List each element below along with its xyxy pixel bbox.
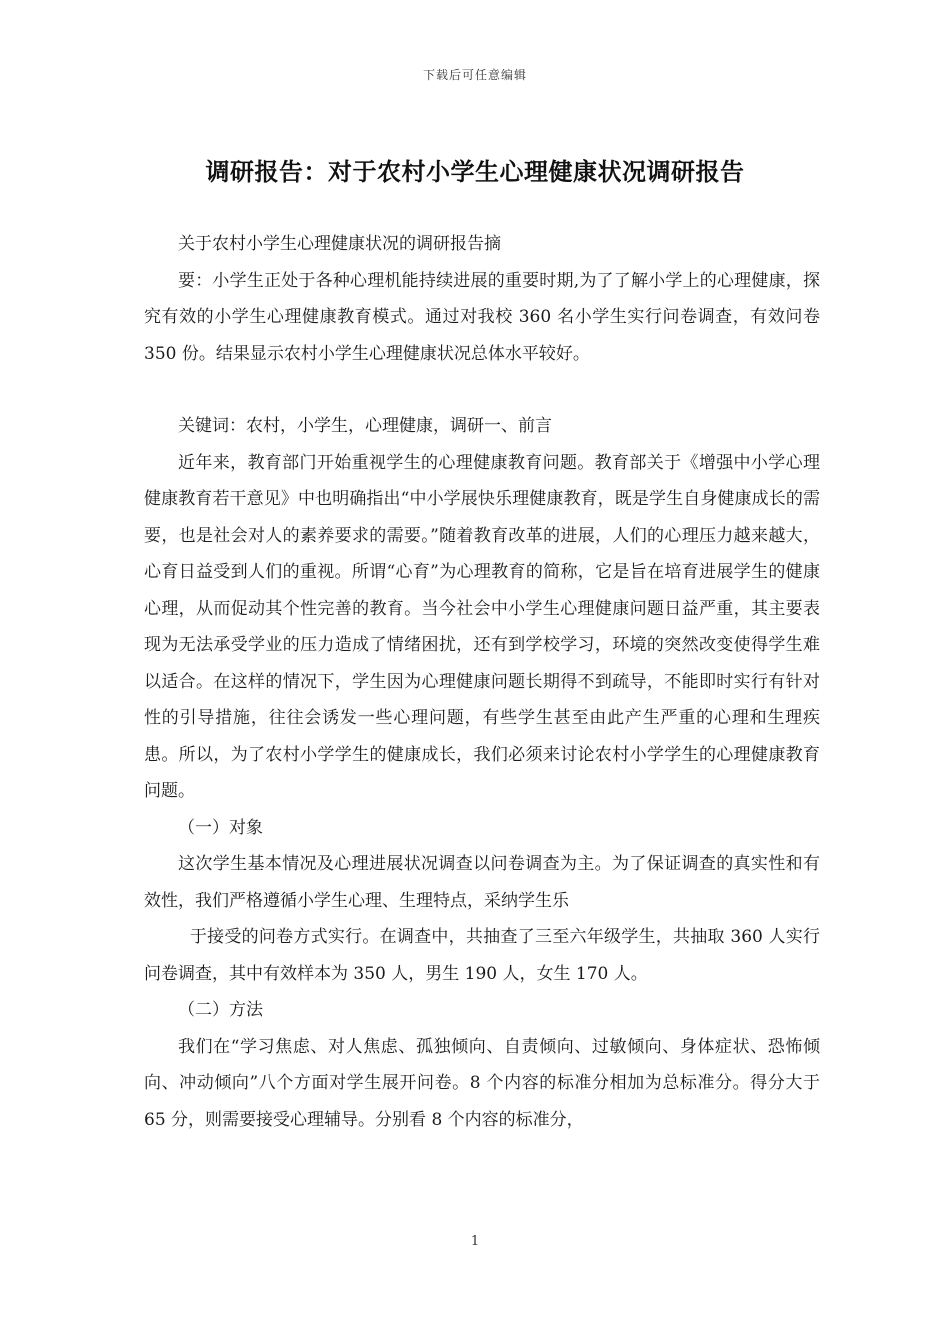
section-heading-method: （二）方法 xyxy=(178,1000,263,1020)
keywords-line: 关键词：农村，小学生，心理健康，调研一、前言 xyxy=(178,416,552,436)
subjects-paragraph: 这次学生基本情况及心理进展状况调查以问卷调查为主。为了保证调查的真实性和有效性，我们严格遵循小学生心理、生理特点，采纳学生乐 xyxy=(144,854,820,911)
section-heading-subjects: （一）对象 xyxy=(178,817,263,838)
abstract-paragraph: 要：小学生正处于各种心理机能持续进展的重要时期,为了了解小学上的心理健康，探究有效的小学生心理健康教育模式。通过对我校 360 名小学生实行问卷调查，有效问卷 350 份。结果显示农村小学生心理健康状况总体水平较好。 xyxy=(144,270,820,364)
preface-paragraph: 近年来，教育部门开始重视学生的心理健康教育问题。教育部关于《增强中小学心理健康教育若干意见》中也明确指出“中小学展快乐理健康教育，既是学生自身健康成长的需要，也是社会对人的素养要求的需要。”随着教育改革的进展，人们的心理压力越来越大，心育日益受到人们的重视。所谓“心育”为心理教育的简称，它是旨在培育进展学生的健康心理，从而促动其个性完善的教育。当今社会中小学生心理健康问题日益严重，其主要表现为无法承受学业的压力造成了情绪困扰，还有到学校学习，环境的突然改变使得学生难以适合。在这样的情况下，学生因为心理健康问题长期得不到疏导，不能即时实行有针对性的引导措施，往往会诱发一些心理问题，有些学生甚至由此产生严重的心理和生理疾患。所以，为了农村小学学生的健康成长，我们必须来讨论农村小学学生的心理健康教育问题。 xyxy=(144,452,820,801)
subjects-paragraph-continued: 于接受的问卷方式实行。在调查中，共抽查了三至六年级学生，共抽取 360 人实行问卷调查，其中有效样本为 350 人，男生 190 人，女生 170 人。 xyxy=(144,927,820,984)
abstract-heading: 关于农村小学生心理健康状况的调研报告摘 xyxy=(178,234,501,254)
document-title: 调研报告：对于农村小学生心理健康状况调研报告 xyxy=(205,157,745,186)
document-body xyxy=(144,226,820,1138)
page-header-note: 下载后可任意编辑 xyxy=(422,68,527,82)
method-paragraph: 我们在“学习焦虑、对人焦虑、孤独倾向、自责倾向、过敏倾向、身体症状、恐怖倾向、冲动倾向”八个方面对学生展开问卷。8 个内容的标准分相加为总标准分。得分大于 65 分，则需要接受心理辅导。分别看 8 个内容的标准分， xyxy=(144,1036,820,1130)
page-number: 1 xyxy=(470,1234,480,1249)
